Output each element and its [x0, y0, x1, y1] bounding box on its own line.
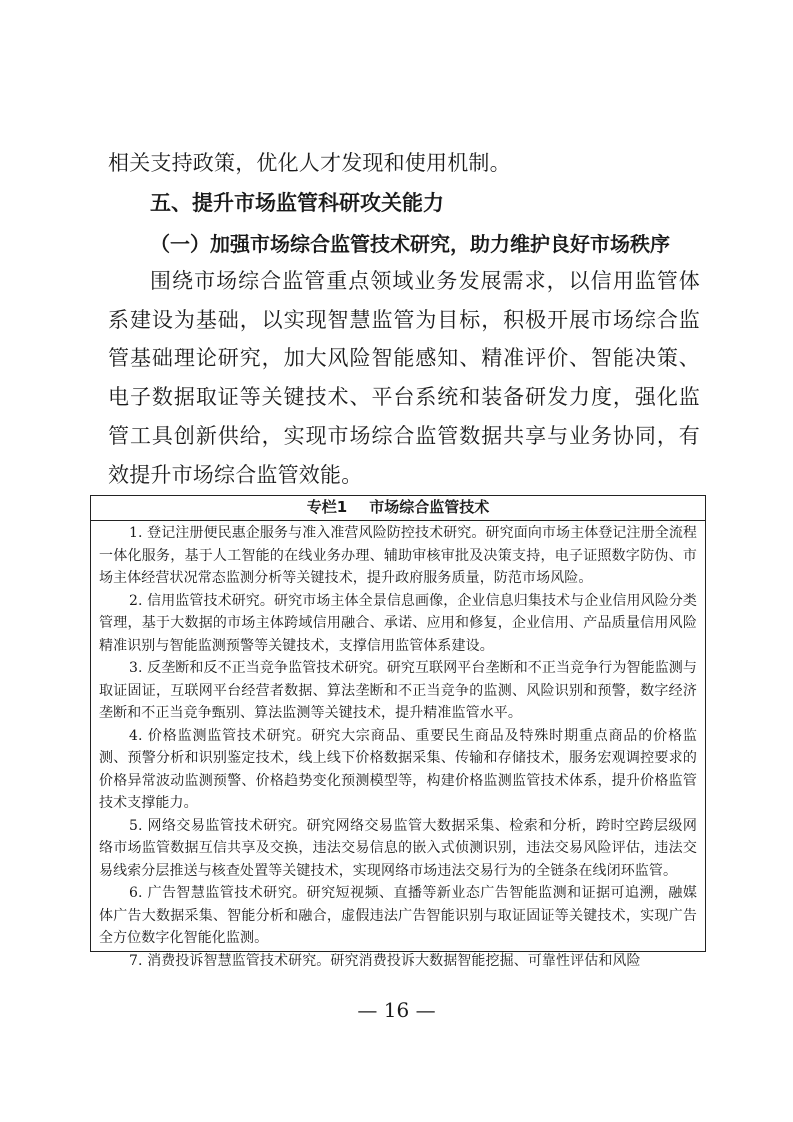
- body-paragraph: 围绕市场综合监管重点领域业务发展需求，以信用监管体系建设为基础，以实现智慧监管为目标，积极开展市场综合监管基础理论研究，加大风险智能感知、精准评价、智能决策、电子数据取证等关键技术、平台系统和装备研发力度，强化监管工具创新供给，实现市场综合监管数据共享与业务协同，有效提升市场综合监管效能。: [108, 269, 700, 487]
- item-lead: 6. 广告智慧监管技术研究。: [129, 885, 307, 901]
- item-lead: 4. 价格监测监管技术研究。: [129, 727, 312, 744]
- list-item: [99, 725, 697, 815]
- item-lead: 2. 信用监管技术研究。: [129, 592, 275, 609]
- item-text: 研究市场主体全景信息画像，企业信息归集技术与企业信用风险分类管理，基于大数据的市场主体跨域信用融合、承诺、应用和修复，企业信用、产品质量信用风险精准识别与智能监测预警等关键技术，支撑信用监管体系建设。: [99, 592, 698, 654]
- column-box: [90, 495, 706, 969]
- item-text: 研究大宗商品、重要民生商品及特殊时期重点商品的价格监测、预警分析和识别鉴定技术，线上线下价格数据采集、传输和存储技术，服务宏观调控要求的价格异常波动监测预警、价格趋势变化预测模型等，构建价格监测监管技术体系，提升价格监管技术支撑能力。: [99, 727, 697, 811]
- item-text: 研究互联网平台垄断和不正当竞争行为智能监测与取证固证，互联网平台经营者数据、算法垄断和不正当竞争的监测、风险识别和预警，数字经济垄断和不正当竞争甄别、算法监测等关键技术，提升精准监管水平。: [99, 660, 698, 721]
- column-items: [91, 521, 705, 972]
- item-lead: 1. 登记注册便民惠企服务与准入准营风险防控技术研究。: [129, 525, 486, 541]
- column-box-title: [91, 496, 705, 521]
- list-item: [99, 815, 697, 883]
- list-item: [99, 522, 697, 590]
- list-item: [99, 657, 697, 725]
- item-lead: 7. 消费投诉智慧监管技术研究。: [129, 952, 331, 969]
- list-item: [99, 590, 697, 658]
- page-number: — 16 —: [357, 998, 436, 1022]
- paragraph-continued: 相关支持政策，优化人才发现和使用机制。: [108, 151, 511, 175]
- column-title-text: 市场综合监管技术: [369, 498, 490, 516]
- item-text: 研究网络交易监管大数据采集、检索和分析，跨时空跨层级网络市场监管数据互信共享及交换，违法交易信息的嵌入式侦测识别，违法交易风险评估，违法交易线索分层推送与核查处置等关键技术，实现网络市场违法交易行为的全链条在线闭环监管。: [99, 817, 697, 879]
- list-item: [99, 950, 697, 973]
- item-text: 研究消费投诉大数据智能挖掘、可靠性评估和风险: [330, 952, 641, 969]
- column-label: 专栏1: [306, 498, 348, 516]
- subsection-heading: （一）加强市场综合监管技术研究，助力维护良好市场秩序: [150, 232, 670, 256]
- section-heading: 五、提升市场监管科研攻关能力: [150, 191, 444, 215]
- list-item: [99, 882, 697, 950]
- item-lead: 5. 网络交易监管技术研究。: [129, 817, 307, 834]
- item-text: 研究面向市场主体登记注册全流程一体化服务，基于人工智能的在线业务办理、辅助审核审批及决策支持，电子证照数字防伪、市场主体经营状况常态监测分析等关键技术，提升政府服务质量，防范市场风险。: [99, 525, 698, 586]
- item-text: 研究短视频、直播等新业态广告智能监测和证据可追溯，融媒体广告大数据采集、智能分析和融合，虚假违法广告智能识别与取证固证等关键技术，实现广告全方位数字化智能化监测。: [99, 885, 697, 946]
- item-lead: 3. 反垄断和反不正当竞争监管技术研究。: [129, 660, 387, 676]
